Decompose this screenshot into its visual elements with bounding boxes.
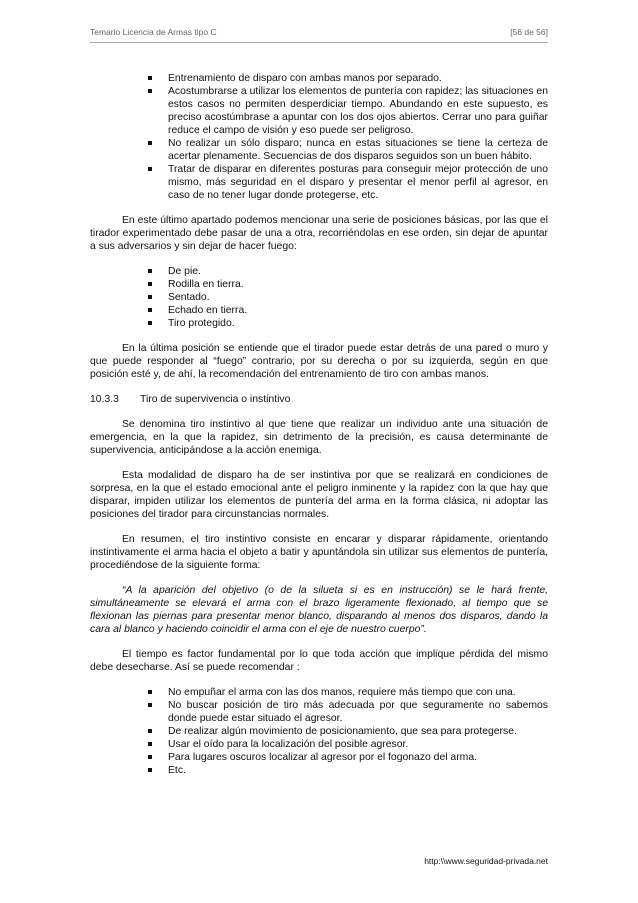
list-item-text: Para lugares oscuros localizar al agresor por el fogonazo del arma.: [168, 752, 477, 763]
list-item-text: No empuñar el arma con las dos manos, requiere más tiempo que con una.: [168, 687, 516, 698]
bullet-square-icon: [148, 167, 152, 171]
bullet-square-icon: [148, 282, 152, 286]
bullet-square-icon: [148, 269, 152, 273]
list-item: [168, 738, 548, 751]
bullet-square-icon: [148, 703, 152, 707]
list-item-text: Usar el oído para la localización del posible agresor.: [168, 739, 409, 750]
list-item-text: Sentado.: [168, 292, 210, 303]
quote-paragraph: “A la aparición del objetivo (o de la silueta si es en instrucción) se le hará frente, simultáneamente se elevará el arma con el brazo ligeramente flexionado, al tiempo que se flexionan las piernas para presentar menor blanco, disparando al menos dos disparos, dando la cara al blanco y haciendo coincidir el arma con el eje de nuestro cuerpo”.: [90, 585, 548, 635]
page-content: [90, 72, 548, 777]
bullet-square-icon: [148, 742, 152, 746]
list-item: [168, 725, 548, 738]
paragraph: Esta modalidad de disparo ha de ser instintiva por que se realizará en condiciones de sorpresa, en la que el estado emocional ante el peligro inminente y la rapidez con la que hay que disparar, impiden utilizar los elementos de puntería del arma en la forma clásica, ni adoptar las posiciones del tirador para circunstancias normales.: [90, 470, 548, 520]
list-item: [168, 291, 548, 304]
paragraph: En resumen, el tiro instintivo consiste en encarar y disparar rápidamente, orientando instintivamente el arma hacia el objeto a batir y apuntándola sin utilizar sus elementos de puntería, procediéndose de la siguiente forma:: [90, 534, 548, 571]
section-heading: [90, 393, 548, 406]
bullet-list-recommendations: [90, 686, 548, 777]
bullet-square-icon: [148, 141, 152, 145]
paragraph: En este último apartado podemos mencionar una serie de posiciones básicas, por las que el tirador experimentado debe pasar de una a otra, recorriéndolas en ese orden, sin dejar de apuntar a sus adversarios y sin dejar de hacer fuego:: [90, 215, 548, 252]
list-item-text: Tiro protegido.: [168, 318, 235, 329]
list-item-text: Echado en tierra.: [168, 305, 248, 316]
bullet-square-icon: [148, 729, 152, 733]
bullet-square-icon: [148, 768, 152, 772]
list-item: [168, 304, 548, 317]
bullet-square-icon: [148, 295, 152, 299]
list-item: [168, 699, 548, 725]
bullet-square-icon: [148, 690, 152, 694]
list-item-text: De pie.: [168, 266, 201, 277]
section-title: Tiro de supervivencia o instintivo: [140, 394, 291, 405]
paragraph: En la última posición se entiende que el tirador puede estar detrás de una pared o muro y que puede responder al “fuego” contrario, por su derecha o por su izquierda, según en que posición esté y, de ahí, la recomendación del entrenamiento de tiro con ambas manos.: [90, 343, 548, 380]
bullet-square-icon: [148, 321, 152, 325]
list-item-text: Acostumbrarse a utilizar los elementos de puntería con rapidez; las situaciones en estos casos no permiten desperdiciar tiempo. Abundando en este supuesto, es preciso acostúmbrase a apuntar con los dos ojos abiertos. Cerrar uno para guiñar reduce el campo de visión y eso puede ser peligroso.: [168, 86, 548, 136]
bullet-square-icon: [148, 89, 152, 93]
bullet-square-icon: [148, 76, 152, 80]
header-title: Temario Licencia de Armas tipo C: [90, 27, 217, 37]
paragraph: El tiempo es factor fundamental por lo que toda acción que implique pérdida del mismo debe desecharse. Así se puede recomendar :: [90, 649, 548, 673]
list-item: [168, 764, 548, 777]
list-item-text: Tratar de disparar en diferentes posturas para conseguir mejor protección de uno mismo, más seguridad en el disparo y presentar el menor perfil al agresor, en caso de no tener lugar donde protegerse, etc.: [168, 164, 548, 201]
list-item: [168, 85, 548, 137]
list-item: [168, 686, 548, 699]
list-item-text: Rodilla en tierra.: [168, 279, 244, 290]
bullet-square-icon: [148, 308, 152, 312]
header-divider: [90, 42, 548, 43]
list-item: [168, 265, 548, 278]
section-number: 10.3.3: [90, 394, 119, 405]
bullet-list-positions: [90, 265, 548, 330]
list-item-text: Etc.: [168, 765, 186, 776]
list-item: [168, 163, 548, 202]
list-item-text: No realizar un sólo disparo; nunca en estas situaciones se tiene la certeza de acertar plenamente. Secuencias de dos disparos seguidos son un buen hábito.: [168, 138, 548, 162]
list-item-text: No buscar posición de tiro más adecuada por que seguramente no sabemos donde puede estar situado el agresor.: [168, 700, 548, 724]
list-item: [168, 72, 548, 85]
bullet-list-training: [90, 72, 548, 202]
list-item: [168, 137, 548, 163]
list-item: [168, 278, 548, 291]
list-item-text: De realizar algún movimiento de posicionamiento, que sea para protegerse.: [168, 726, 517, 737]
bullet-square-icon: [148, 755, 152, 759]
paragraph: Se denomina tiro instintivo al que tiene que realizar un individuo ante una situación de emergencia, en la que la rapidez, sin detrimento de la precisión, es causa determinante de supervivencia, anticipándose a la acción enemiga.: [90, 419, 548, 456]
footer-url: http:\\www.seguridad-privada.net: [424, 856, 548, 866]
list-item-text: Entrenamiento de disparo con ambas manos por separado.: [168, 73, 442, 84]
list-item: [168, 751, 548, 764]
header-page-number: [56 de 56]: [510, 27, 548, 37]
list-item: [168, 317, 548, 330]
